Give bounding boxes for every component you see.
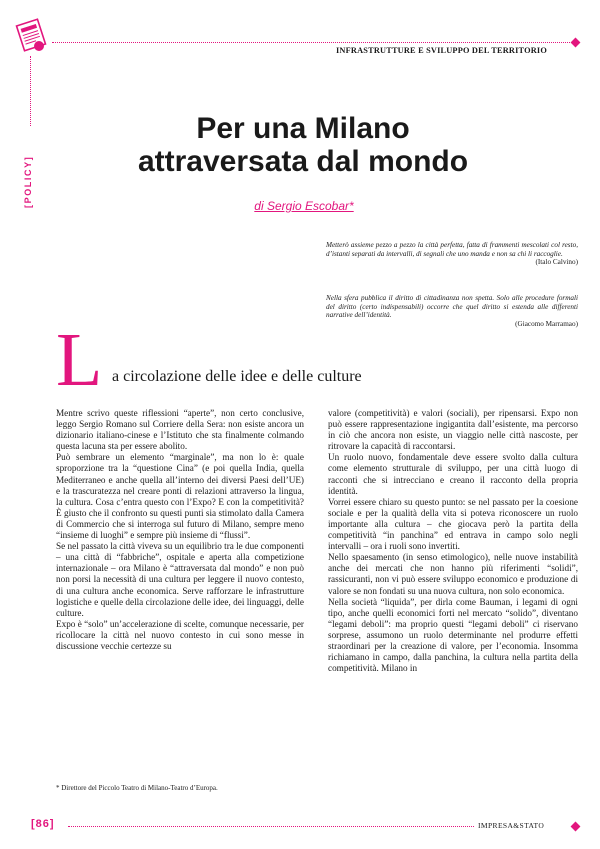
top-rule-diamond — [571, 37, 581, 47]
section-heading: INFRASTRUTTURE E SVILUPPO DEL TERRITORIO — [336, 46, 548, 55]
paragraph: Se nel passato la città viveva su un equilibrio tra le due componenti – una città di “fabbriche”, ospitale e aperta alla competizione internazionale – ora Milano è “attraversata dal mondo” e non può non porsi la necessità di una cultura per leggere il nuovo contesto, di una cultura anche economica. Serve rafforzare le infrastrutture logistiche e quelle della circolazione delle idee, dei linguaggi, delle culture. — [56, 541, 304, 618]
paragraph: Un ruolo nuovo, fondamentale deve essere svolto dalla cultura come elemento strutturale di sviluppo, per una città luogo di racconti che si intrecciano e creano il racconto della propria identità. — [328, 452, 578, 496]
paragraph: Può sembrare un elemento “marginale”, ma non lo è: quale sproporzione tra la “questione Cina” (e poi quella India, quella Mediterraneo e anche quella all’interno dei diversi Paesi dell’UE) e la trascuratezza nel creare ponti di relazioni attraverso la lingua, la cultura. Cosa c’entra questo con l’Expo? E con la competitività? È giusto che il confronto su questi punti sia stimolato dalla Camera di Commercio che si interroga sul futuro di Milano, sempre meno “insieme di luoghi” e sempre più insieme di “flussi”. — [56, 452, 304, 541]
paragraph: Nello spaesamento (in senso etimologico), nelle nuove instabilità anche dei mercati che non hanno più riferimenti “solidi”, rassicuranti, non vi può essere sviluppo economico e produzione di valore se non fondati su una nuova cultura, non solo economica. — [328, 552, 578, 596]
article-title-line-2: attraversata dal mondo — [137, 145, 469, 178]
epigraph-1-source: (Italo Calvino) — [535, 258, 578, 267]
newspaper-stamp-icon — [14, 16, 48, 54]
epigraph-2-text: Nella sfera pubblica il diritto di cittadinanza non spetta. Solo alle procedure formali del diritto (certo indispensabili) occorre che quel diritto si estenda alle differenti narrative dell’identità. — [326, 294, 578, 320]
bottom-rule-diamond — [571, 822, 581, 832]
drop-cap: L — [56, 318, 103, 402]
top-rule — [52, 42, 570, 43]
article-title-line-1: Per una Milano — [196, 112, 410, 145]
paragraph: Nella società “liquida”, per dirla come Bauman, i legami di ogni tipo, anche quelli economici forti nel mercato “solido”, diventano “legami deboli”: ma proprio questi “legami deboli” ci riservano sorprese, assumono un ruolo determinante nel produrre effetti straordinari per la creazione di valore, per l’economia. Insomma richiamano in campo, dalla panchina, la cultura nella partita della competitività. Milano in — [328, 596, 578, 674]
lead-subheading: a circolazione delle idee e delle culture — [112, 368, 362, 385]
left-rule — [30, 56, 31, 126]
policy-tag: [POLICY] — [23, 155, 33, 208]
footnote: * Direttore del Piccolo Teatro di Milano-Teatro d’Europa. — [56, 784, 218, 792]
byline: di Sergio Escobar* — [254, 199, 354, 213]
paragraph: Mentre scrivo queste riflessioni “aperte”, non certo conclusive, leggo Sergio Romano sul Corriere della Sera: non esiste ancora un dizionario italiano-cinese e l’Istituto che sta finalmente colmando questa lacuna sta per essere abolito. — [56, 408, 304, 452]
publication-name: IMPRESA&STATO — [478, 821, 545, 830]
epigraph-2-source: (Giacomo Marramao) — [515, 319, 578, 328]
paragraph: Expo è “solo” un’accelerazione di scelte, comunque necessarie, per ricollocare la città nel nuovo contesto in cui sono messe in discussione vecchie certezze su — [56, 618, 304, 651]
column-left — [56, 408, 304, 652]
article-title — [60, 112, 546, 178]
epigraph-1 — [326, 241, 578, 267]
epigraph-2 — [326, 294, 578, 328]
epigraph-1-text: Metterò assieme pezzo a pezzo la città perfetta, fatta di frammenti mescolati col resto, d’istanti separati da intervalli, di segnali che uno manda e non sa chi li raccoglie. — [326, 241, 578, 258]
paragraph: valore (competitività) e valori (sociali), per ripensarsi. Expo non può essere rappresentazione ingigantita dall’esistente, ma percorso in ciò che ancora non esiste, un viaggio nelle città nascoste, per ritrovare la capacità di raccontarsi. — [328, 408, 578, 452]
column-right — [328, 408, 578, 674]
page-number: [86] — [31, 818, 55, 830]
bottom-rule — [68, 826, 474, 827]
paragraph: Vorrei essere chiaro su questo punto: se nel passato per la coesione sociale e per la qualità della vita si poteva riconoscere un ruolo importante alla cultura – che giocava però la partita della competitività “in panchina” ed entrava in campo solo negli intervalli – ora i ruoli sono invertiti. — [328, 496, 578, 552]
